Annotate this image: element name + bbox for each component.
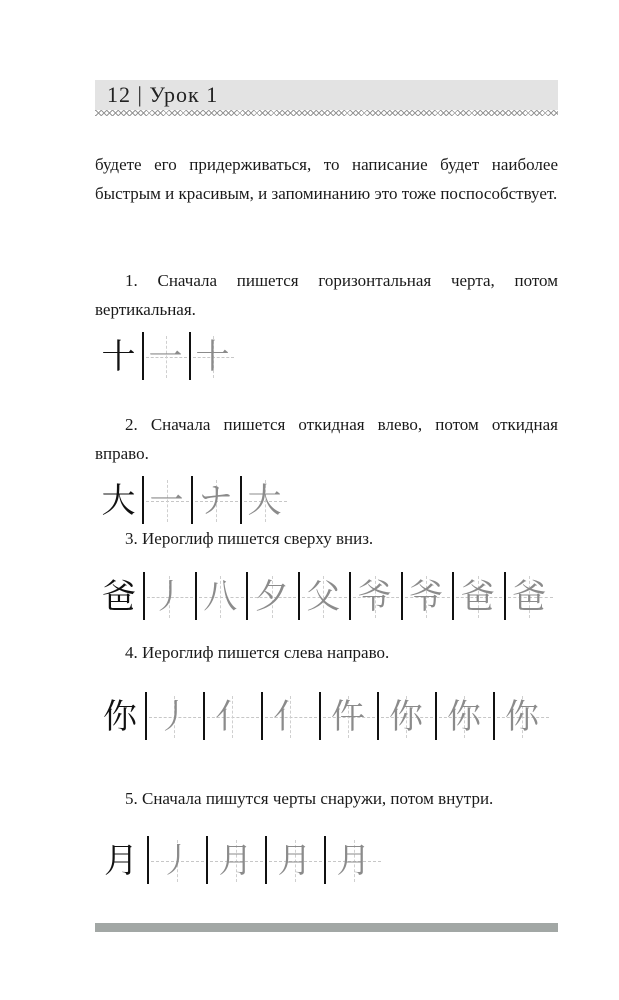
rule-5-text: 5. Сначала пишутся черты снаружи, потом внутри. <box>125 789 494 808</box>
example-row-ba <box>95 572 558 622</box>
example-character: 十 <box>101 337 136 377</box>
stroke-step-character: 大 <box>247 481 282 521</box>
stroke-step-character: 一 <box>149 481 184 521</box>
footer-bar <box>95 923 558 932</box>
example-row-ni <box>95 692 558 742</box>
rule-1-text: 1. Сначала пишется горизонтальная черта, потом вертикальная. <box>95 271 558 319</box>
example-row-shi <box>95 332 245 382</box>
rule-3-text: 3. Иероглиф пишется сверху вниз. <box>125 529 374 548</box>
stroke-step-character: 八 <box>203 577 238 617</box>
stroke-step-character: 仵 <box>331 697 365 737</box>
rule-4-text: 4. Иероглиф пишется слева направо. <box>125 643 390 662</box>
stroke-step-character: 爸 <box>512 577 547 617</box>
stroke-step-character: 十 <box>195 337 230 377</box>
intro-paragraph: будете его придерживаться, то написание будет наиболее быстрым и красивым, и запоминанию это тоже поспособствует. <box>95 155 558 203</box>
stroke-step-character: 父 <box>306 577 341 617</box>
example-character: 爸 <box>102 577 136 617</box>
page-header-title: 12 | Урок 1 <box>107 82 219 107</box>
stroke-step-character: 爷 <box>409 577 444 617</box>
stroke-step-character: 亻 <box>215 697 249 737</box>
example-character: 大 <box>101 481 136 521</box>
stroke-step-character: 月 <box>218 841 253 881</box>
example-character: 月 <box>104 841 138 881</box>
stroke-step-character: 月 <box>336 841 371 881</box>
header-decorative-border <box>95 110 558 116</box>
stroke-step-character: 爷 <box>357 577 392 617</box>
stroke-step-character: 月 <box>277 841 312 881</box>
stroke-step-character: 亻 <box>273 697 307 737</box>
stroke-step-character: 爸 <box>460 577 495 617</box>
rule-2-text: 2. Сначала пишется откидная влево, потом откидная вправо. <box>95 415 558 463</box>
example-row-yue <box>95 836 395 886</box>
stroke-step-character: 丿 <box>151 577 186 617</box>
stroke-step-character: 夕 <box>254 577 289 617</box>
stroke-step-character: 一 <box>148 337 183 377</box>
stroke-step-character: 丿 <box>157 697 191 737</box>
example-row-da <box>95 476 295 526</box>
stroke-step-character: 你 <box>505 697 539 737</box>
page-header <box>95 80 558 110</box>
stroke-step-character: 你 <box>447 697 481 737</box>
stroke-step-character: 你 <box>389 697 423 737</box>
stroke-step-character: 丿 <box>159 841 194 881</box>
stroke-step-character: ナ <box>198 481 233 521</box>
example-character: 你 <box>103 697 137 737</box>
